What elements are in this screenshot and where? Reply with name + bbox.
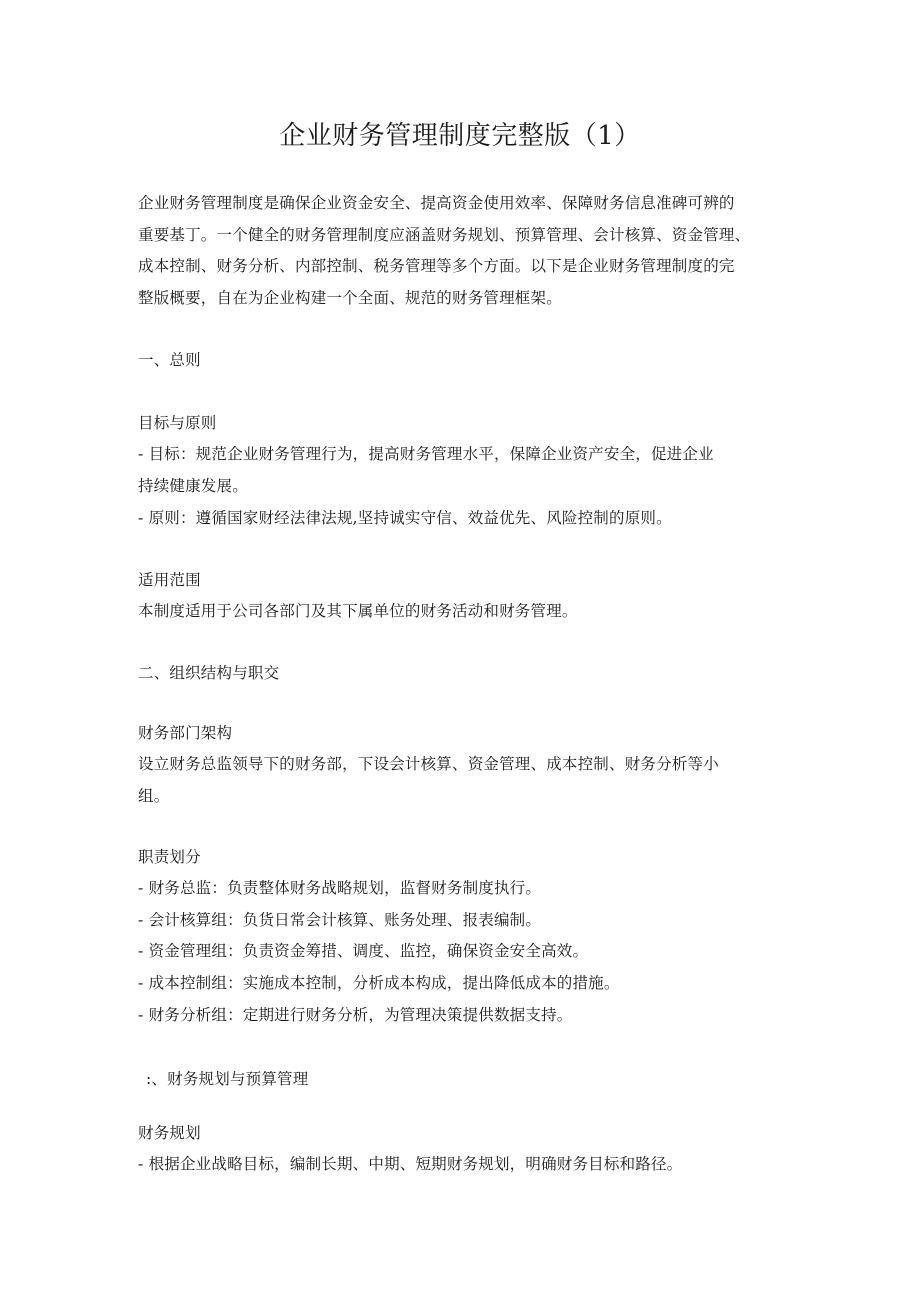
goals-heading: 目标与原则 — [138, 414, 217, 432]
principle-line: - 原则：遵循国家财经法律法规,坚持诚实守信、效益优先、风险控制的原则。 — [138, 509, 672, 527]
section1-heading: 一、总则 — [138, 351, 201, 369]
duty-item: - 财务总监：负责整体财务战略规划，监督财务制度执行。 — [138, 879, 542, 897]
plan-line: - 根据企业战略目标，编制长期、中期、短期财务规划，明确财务目标和路径。 — [138, 1155, 683, 1173]
dept-line-1: 设立财务总监领导下的财务部，下设会计核算、资金管理、成本控制、财务分析等小 — [138, 755, 719, 773]
duty-heading: 职责划分 — [138, 848, 201, 866]
intro-line-2: 重要基丁。一个健全的财务管理制度应涵盖财务规划、预算管理、会计核算、资金管理、 — [138, 226, 751, 244]
dept-line-2: 组。 — [138, 787, 170, 805]
duty-item: - 资金管理组：负责资金筹措、调度、监控，确保资金安全高效。 — [138, 942, 589, 960]
dept-heading: 财务部门架构 — [138, 724, 233, 742]
section2-heading: 二、组织结构与职交 — [138, 664, 280, 682]
goal-line-1: - 目标：规范企业财务管理行为，提高财务管理水平，保障企业资产安全，促进企业 — [138, 445, 714, 463]
document-title: 企业财务管理制度完整版（1） — [279, 121, 641, 151]
duty-item: - 成本控制组：实施成本控制，分析成本构成，提出降低成本的措施。 — [138, 974, 620, 992]
scope-heading: 适用范围 — [138, 571, 201, 589]
goal-line-2: 持续健康发展。 — [138, 477, 248, 495]
section3-heading: :、财务规划与预算管理 — [146, 1070, 309, 1088]
duty-item: - 财务分析组：定期进行财务分析，为管理决策提供数据支持。 — [138, 1006, 573, 1024]
intro-line-4: 整版概要，自在为企业构建一个全面、规范的财务管理框架。 — [138, 289, 562, 307]
intro-line-3: 成本控制、财务分析、内部控制、税务管理等多个方面。以下是企业财务管理制度的完 — [138, 257, 735, 275]
plan-heading: 财务规划 — [138, 1124, 201, 1142]
scope-text: 本制度适用于公司各部门及其下属单位的财务活动和财务管理。 — [138, 602, 578, 620]
duty-item: - 会计核算组：负货日常会计核算、账务处理、报表编制。 — [138, 911, 542, 929]
intro-line-1: 企业财务管理制度是确保企业资金安全、提高资金使用效率、保障财务信息准碑可辨的 — [138, 194, 735, 212]
